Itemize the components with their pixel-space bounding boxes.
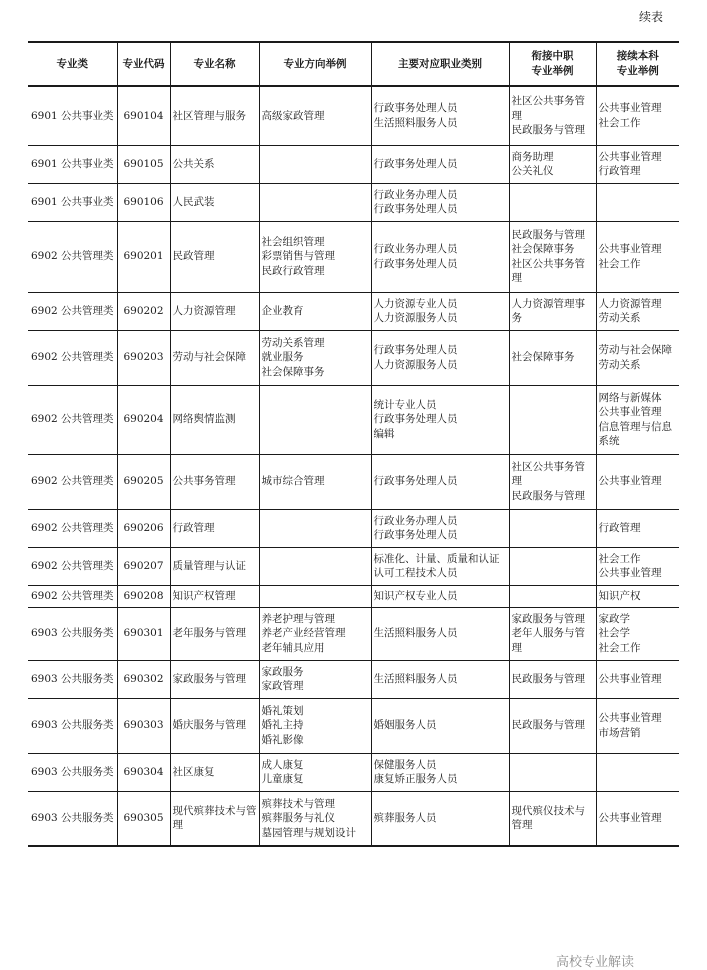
- cell-name: 网络舆情监测: [170, 385, 259, 454]
- cell-undergrad: [596, 183, 679, 221]
- cell-name: 民政管理: [170, 221, 259, 292]
- cell-category: 6902 公共管理类: [28, 509, 117, 547]
- cell-name: 婚庆服务与管理: [170, 698, 259, 753]
- cell-occupations: 行政业务办理人员 行政事务处理人员: [371, 509, 509, 547]
- cell-name: 质量管理与认证: [170, 547, 259, 585]
- header-directions: 专业方向举例: [259, 42, 371, 86]
- cell-undergrad: 网络与新媒体 公共事业管理 信息管理与信息系统: [596, 385, 679, 454]
- table-row: [28, 145, 679, 183]
- cell-secondary: [509, 547, 596, 585]
- header-code: 专业代码: [117, 42, 170, 86]
- cell-undergrad: 行政管理: [596, 509, 679, 547]
- cell-occupations: 生活照料服务人员: [371, 660, 509, 698]
- cell-code: 690304: [117, 753, 170, 791]
- cell-undergrad: 社会工作 公共事业管理: [596, 547, 679, 585]
- cell-secondary: 民政服务与管理 社会保障事务 社区公共事务管理: [509, 221, 596, 292]
- cell-code: 690105: [117, 145, 170, 183]
- table-row: [28, 183, 679, 221]
- table-row: [28, 86, 679, 145]
- cell-category: 6902 公共管理类: [28, 585, 117, 607]
- header-name: 专业名称: [170, 42, 259, 86]
- cell-category: 6903 公共服务类: [28, 660, 117, 698]
- cell-occupations: 行政事务处理人员 人力资源服务人员: [371, 330, 509, 385]
- cell-code: 690104: [117, 86, 170, 145]
- cell-category: 6903 公共服务类: [28, 753, 117, 791]
- cell-name: 公共关系: [170, 145, 259, 183]
- cell-code: 690204: [117, 385, 170, 454]
- cell-occupations: 统计专业人员 行政事务处理人员 编辑: [371, 385, 509, 454]
- cell-code: 690201: [117, 221, 170, 292]
- cell-name: 家政服务与管理: [170, 660, 259, 698]
- cell-secondary: [509, 585, 596, 607]
- table-row: [28, 698, 679, 753]
- cell-name: 人力资源管理: [170, 292, 259, 330]
- table-row: [28, 221, 679, 292]
- cell-category: 6903 公共服务类: [28, 607, 117, 660]
- cell-name: 社区管理与服务: [170, 86, 259, 145]
- cell-undergrad: 人力资源管理 劳动关系: [596, 292, 679, 330]
- table-row: [28, 330, 679, 385]
- cell-code: 690207: [117, 547, 170, 585]
- cell-category: 6902 公共管理类: [28, 292, 117, 330]
- cell-secondary: 商务助理 公关礼仪: [509, 145, 596, 183]
- cell-occupations: 标准化、计量、质量和认证认可工程技术人员: [371, 547, 509, 585]
- cell-directions: [259, 585, 371, 607]
- cell-name: 社区康复: [170, 753, 259, 791]
- cell-undergrad: 公共事业管理: [596, 791, 679, 846]
- cell-secondary: 社区公共事务管理 民政服务与管理: [509, 454, 596, 509]
- cell-undergrad: 公共事业管理: [596, 660, 679, 698]
- cell-directions: 成人康复 儿童康复: [259, 753, 371, 791]
- cell-code: 690305: [117, 791, 170, 846]
- header-undergrad: 接续本科 专业举例: [596, 42, 679, 86]
- cell-code: 690203: [117, 330, 170, 385]
- cell-category: 6903 公共服务类: [28, 791, 117, 846]
- cell-name: 行政管理: [170, 509, 259, 547]
- cell-category: 6902 公共管理类: [28, 221, 117, 292]
- cell-undergrad: 劳动与社会保障 劳动关系: [596, 330, 679, 385]
- cell-directions: [259, 385, 371, 454]
- cell-secondary: 民政服务与管理: [509, 698, 596, 753]
- watermark-text: 高校专业解读: [556, 955, 635, 970]
- table-row: [28, 292, 679, 330]
- cell-undergrad: 公共事业管理 行政管理: [596, 145, 679, 183]
- table-row: [28, 791, 679, 846]
- cell-code: 690208: [117, 585, 170, 607]
- cell-category: 6903 公共服务类: [28, 698, 117, 753]
- table-row: [28, 454, 679, 509]
- cell-category: 6901 公共事业类: [28, 183, 117, 221]
- cell-occupations: 行政业务办理人员 行政事务处理人员: [371, 183, 509, 221]
- cell-undergrad: 公共事业管理 社会工作: [596, 86, 679, 145]
- header-category: 专业类: [28, 42, 117, 86]
- cell-directions: 婚礼策划 婚礼主持 婚礼影像: [259, 698, 371, 753]
- cell-undergrad: 公共事业管理 市场营销: [596, 698, 679, 753]
- cell-code: 690206: [117, 509, 170, 547]
- cell-secondary: 民政服务与管理: [509, 660, 596, 698]
- cell-directions: 高级家政管理: [259, 86, 371, 145]
- cell-secondary: 人力资源管理事务: [509, 292, 596, 330]
- cell-undergrad: 公共事业管理 社会工作: [596, 221, 679, 292]
- table-row: [28, 753, 679, 791]
- cell-name: 公共事务管理: [170, 454, 259, 509]
- cell-secondary: [509, 183, 596, 221]
- cell-directions: 城市综合管理: [259, 454, 371, 509]
- cell-occupations: 人力资源专业人员 人力资源服务人员: [371, 292, 509, 330]
- cell-code: 690301: [117, 607, 170, 660]
- cell-directions: 社会组织管理 彩票销售与管理 民政行政管理: [259, 221, 371, 292]
- cell-directions: 家政服务 家政管理: [259, 660, 371, 698]
- cell-secondary: [509, 385, 596, 454]
- cell-secondary: 现代殡仪技术与管理: [509, 791, 596, 846]
- cell-secondary: [509, 509, 596, 547]
- cell-directions: 企业教育: [259, 292, 371, 330]
- cell-directions: 养老护理与管理 养老产业经营管理 老年辅具应用: [259, 607, 371, 660]
- cell-name: 人民武装: [170, 183, 259, 221]
- cell-category: 6901 公共事业类: [28, 145, 117, 183]
- cell-undergrad: [596, 753, 679, 791]
- cell-category: 6902 公共管理类: [28, 330, 117, 385]
- cell-code: 690303: [117, 698, 170, 753]
- cell-name: 知识产权管理: [170, 585, 259, 607]
- cell-secondary: 家政服务与管理 老年人服务与管理: [509, 607, 596, 660]
- table-row: [28, 607, 679, 660]
- cell-occupations: 生活照料服务人员: [371, 607, 509, 660]
- cell-occupations: 保健服务人员 康复矫正服务人员: [371, 753, 509, 791]
- header-secondary: 衔接中职 专业举例: [509, 42, 596, 86]
- cell-code: 690302: [117, 660, 170, 698]
- cell-directions: [259, 547, 371, 585]
- cell-name: 老年服务与管理: [170, 607, 259, 660]
- cell-secondary: [509, 753, 596, 791]
- cell-name: 现代殡葬技术与管理: [170, 791, 259, 846]
- cell-occupations: 殡葬服务人员: [371, 791, 509, 846]
- table-row: [28, 585, 679, 607]
- cell-directions: [259, 145, 371, 183]
- cell-code: 690205: [117, 454, 170, 509]
- cell-secondary: 社会保障事务: [509, 330, 596, 385]
- cell-category: 6902 公共管理类: [28, 454, 117, 509]
- cell-occupations: 行政事务处理人员 生活照料服务人员: [371, 86, 509, 145]
- cell-undergrad: 家政学 社会学 社会工作: [596, 607, 679, 660]
- cell-occupations: 行政业务办理人员 行政事务处理人员: [371, 221, 509, 292]
- major-catalog-table: [28, 41, 679, 847]
- table-row: [28, 660, 679, 698]
- cell-category: 6901 公共事业类: [28, 86, 117, 145]
- cell-directions: 殡葬技术与管理 殡葬服务与礼仪 墓园管理与规划设计: [259, 791, 371, 846]
- cell-occupations: 知识产权专业人员: [371, 585, 509, 607]
- header-occupations: 主要对应职业类别: [371, 42, 509, 86]
- continued-label: 续表: [638, 10, 663, 24]
- cell-category: 6902 公共管理类: [28, 547, 117, 585]
- cell-name: 劳动与社会保障: [170, 330, 259, 385]
- cell-occupations: 行政事务处理人员: [371, 454, 509, 509]
- cell-secondary: 社区公共事务管理 民政服务与管理: [509, 86, 596, 145]
- cell-undergrad: 公共事业管理: [596, 454, 679, 509]
- cell-occupations: 行政事务处理人员: [371, 145, 509, 183]
- table-row: [28, 385, 679, 454]
- cell-undergrad: 知识产权: [596, 585, 679, 607]
- table-row: [28, 547, 679, 585]
- cell-directions: 劳动关系管理 就业服务 社会保障事务: [259, 330, 371, 385]
- cell-code: 690106: [117, 183, 170, 221]
- table-row: [28, 509, 679, 547]
- cell-code: 690202: [117, 292, 170, 330]
- cell-occupations: 婚姻服务人员: [371, 698, 509, 753]
- header-row: [28, 42, 679, 86]
- cell-category: 6902 公共管理类: [28, 385, 117, 454]
- cell-directions: [259, 183, 371, 221]
- cell-directions: [259, 509, 371, 547]
